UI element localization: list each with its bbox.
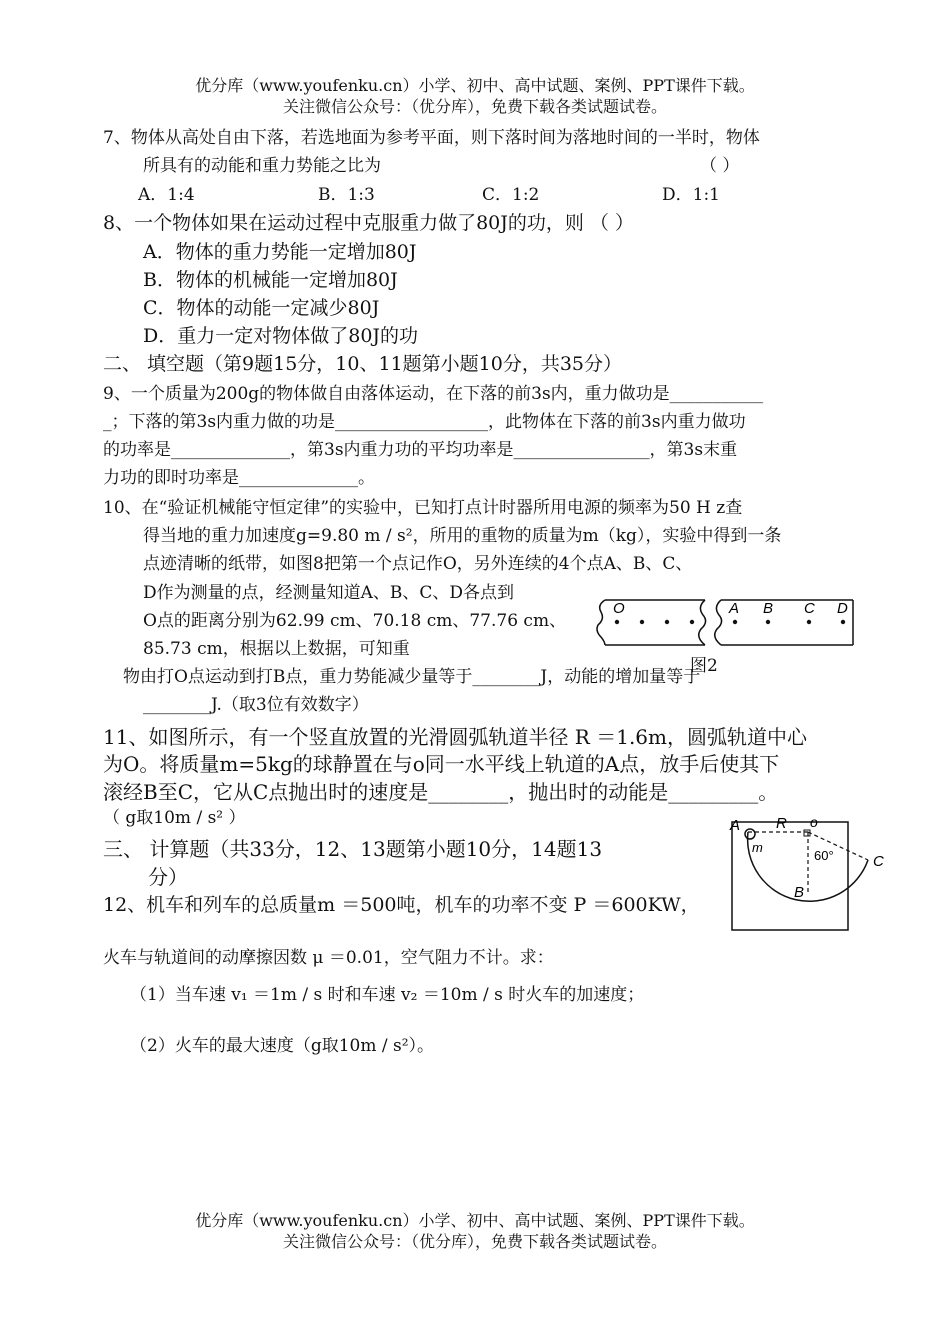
q10-line-8: ________J.（取3位有效数字）: [143, 695, 369, 715]
q10-line-1: 10、在“验证机械能守恒定律”的实验中，已知打点计时器所用电源的频率为50 H z查: [103, 498, 743, 518]
figure-label-r: R: [776, 815, 787, 832]
q8-option-b: B．物体的机械能一定增加80J: [143, 269, 398, 291]
figure-label-c: C: [873, 853, 884, 870]
q7-option-c: C．1:2: [482, 185, 540, 205]
q10-line-4: D作为测量的点，经测量知道A、B、C、D各点到: [143, 583, 515, 603]
q11-line-2: 为O。将质量m=5kg的球静置在与o同一水平线上轨道的A点，放手后使其下: [103, 752, 780, 776]
q11-line-1: 11、如图所示，有一个竖直放置的光滑圆弧轨道半径 R ＝1.6m，圆弧轨道中心: [103, 725, 807, 749]
q9-line-3: 的功率是______________，第3s内重力功的平均功率是________________，第3s末重: [103, 440, 738, 460]
q9-line-1: 9、一个质量为200g的物体做自由落体运动，在下落的前3s内，重力做功是___________: [103, 384, 764, 404]
figure-label-b: B: [794, 884, 805, 901]
section-3-heading-line-2: 分）: [148, 865, 188, 889]
q10-line-2: 得当地的重力加速度g=9.80 m / s²，所用的重物的质量为m（kg），实验中得到一条: [143, 526, 782, 546]
section-2-heading: 二、 填空题（第9题15分，10、11题第小题10分，共35分）: [103, 353, 623, 375]
q12-line-3: （1）当车速 v₁ ＝1m / s 时和车速 v₂ ＝10m / s 时火车的加速度；: [130, 985, 645, 1005]
q7-option-d: D．1:1: [662, 185, 720, 205]
tape-label-c: C: [804, 600, 815, 617]
figure-label-o: o: [810, 814, 818, 830]
header-line-1: 优分库（www.youfenku.cn）小学、初中、高中试题、案例、PPT课件下载。: [195, 76, 755, 95]
q7-answer-bracket: （ ）: [700, 156, 740, 176]
q10-line-5: O点的距离分别为62.99 cm、70.18 cm、77.76 cm、: [143, 611, 567, 631]
header-line-2: 关注微信公众号：（优分库），免费下载各类试题试卷。: [282, 97, 667, 116]
q7-option-a: A．1:4: [138, 185, 195, 205]
footer-line-2: 关注微信公众号：（优分库），免费下载各类试题试卷。: [282, 1232, 667, 1251]
q12-line-2: 火车与轨道间的动摩擦因数 μ ＝0.01，空气阻力不计。求：: [103, 948, 554, 968]
q9-line-2: _；下落的第3s内重力做的功是__________________，此物体在下落的前3s内重力做功: [103, 412, 746, 432]
q11-line-4: （ g取10m / s² ）: [103, 808, 246, 828]
tape-label-d: D: [837, 600, 848, 617]
footer-line-1: 优分库（www.youfenku.cn）小学、初中、高中试题、案例、PPT课件下载。: [195, 1211, 755, 1230]
q8-option-a: A．物体的重力势能一定增加80J: [143, 241, 417, 263]
figure-label-m: m: [752, 840, 763, 855]
q7-stem-line-2: 所具有的动能和重力势能之比为: [143, 156, 381, 176]
q10-line-6: 85.73 cm，根据以上数据，可知重: [143, 639, 410, 659]
q11-line-3: 滚经B至C，它从C点抛出时的速度是________，抛出时的动能是_________。: [103, 780, 779, 804]
q8-option-d: D．重力一定对物体做了80J的功: [143, 325, 419, 347]
q7-stem-line-1: 7、物体从高处自由下落，若选地面为参考平面，则下落时间为落地时间的一半时，物体: [103, 128, 760, 148]
q7-option-b: B．1:3: [318, 185, 375, 205]
paper-tape-figure: [595, 595, 860, 655]
tape-label-b: B: [763, 600, 774, 617]
circular-track-figure: [728, 812, 893, 934]
section-3-heading-line-1: 三、 计算题（共33分，12、13题第小题10分，14题13: [103, 837, 603, 861]
figure-label-a: A: [730, 817, 741, 834]
q12-line-4: （2）火车的最大速度（g取10m / s²）。: [130, 1036, 435, 1056]
tape-label-a: A: [729, 600, 740, 617]
q10-line-3: 点迹清晰的纸带，如图8把第一个点记作O，另外连续的4个点A、B、C、: [143, 554, 693, 574]
tape-figure-caption: 图2: [690, 656, 718, 676]
q8-stem: 8、一个物体如果在运动过程中克服重力做了80J的功，则 （ ）: [103, 212, 634, 234]
tape-label-o: O: [613, 600, 625, 617]
q12-line-1: 12、机车和列车的总质量m ＝500吨，机车的功率不变 P ＝600KW，: [103, 894, 700, 916]
q8-option-c: C．物体的动能一定减少80J: [143, 297, 380, 319]
q10-line-7: 物由打O点运动到打B点，重力势能减少量等于________J，动能的增加量等于: [123, 667, 701, 687]
figure-label-angle: 60°: [814, 848, 834, 863]
q9-line-4: 力功的即时功率是______________。: [103, 468, 375, 488]
